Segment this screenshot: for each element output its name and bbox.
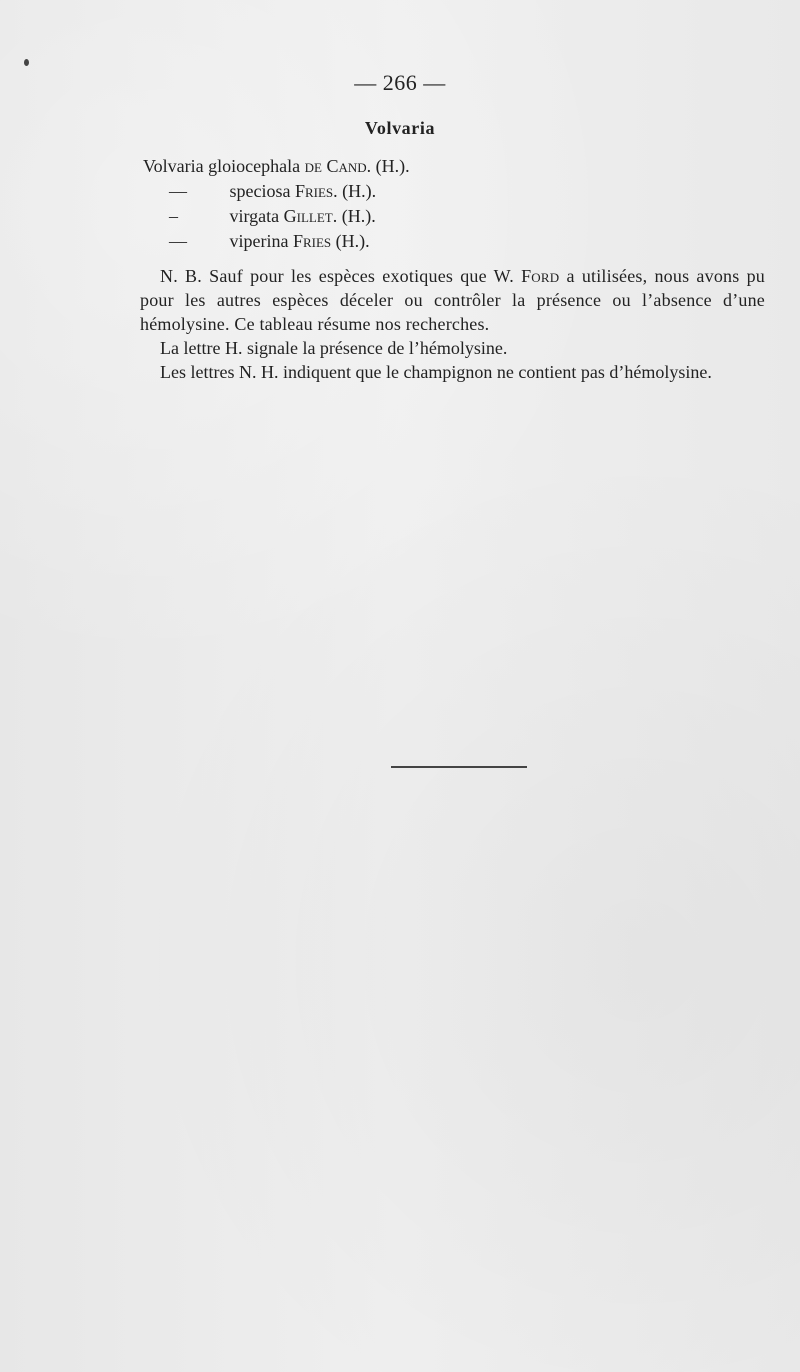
nb-text-1: Sauf pour les espèces exotiques que W. (209, 266, 514, 286)
species-row (143, 204, 663, 229)
nb-label: N. B. (160, 266, 202, 286)
species-prefix: Volvaria (143, 156, 204, 176)
species-name: gloiocephala (208, 156, 301, 176)
species-prefix: — (169, 231, 187, 251)
species-prefix: – (169, 206, 178, 226)
species-name: speciosa (229, 181, 291, 201)
species-list (143, 154, 663, 254)
nb-author: Ford (521, 266, 560, 286)
closing-rule (391, 766, 527, 768)
species-row (143, 179, 663, 204)
note-line-h: La lettre H. signale la présence de l’hémolysine. (160, 338, 508, 358)
species-suffix: (H.). (342, 181, 377, 201)
species-suffix: (H.). (335, 231, 370, 251)
species-suffix: (H.). (375, 156, 410, 176)
species-author: de Cand. (304, 156, 372, 176)
page-number: — 266 — (354, 70, 446, 95)
species-row (143, 229, 663, 254)
note-line-nh: Les lettres N. H. indiquent que le champignon ne contient pas d’hémolysine. (160, 362, 712, 382)
nb-paragraph (140, 264, 765, 336)
species-suffix: (H.). (341, 206, 376, 226)
section-title: Volvaria (364, 118, 436, 138)
species-prefix: — (169, 181, 187, 201)
species-name: virgata (229, 206, 280, 226)
nb-text-2: a utilisées, nous avons pu pour les autres espèces déceler ou contrôler la présence ou l’absence d’une hémolysine. Ce tableau résume nos recherches. (140, 266, 765, 334)
species-author: Fries. (294, 181, 338, 201)
species-author: Fries (292, 231, 332, 251)
explanatory-note (140, 264, 765, 384)
species-name: viperina (229, 231, 289, 251)
page-mark (24, 59, 29, 66)
species-row (143, 154, 663, 179)
species-author: Gillet. (283, 206, 338, 226)
